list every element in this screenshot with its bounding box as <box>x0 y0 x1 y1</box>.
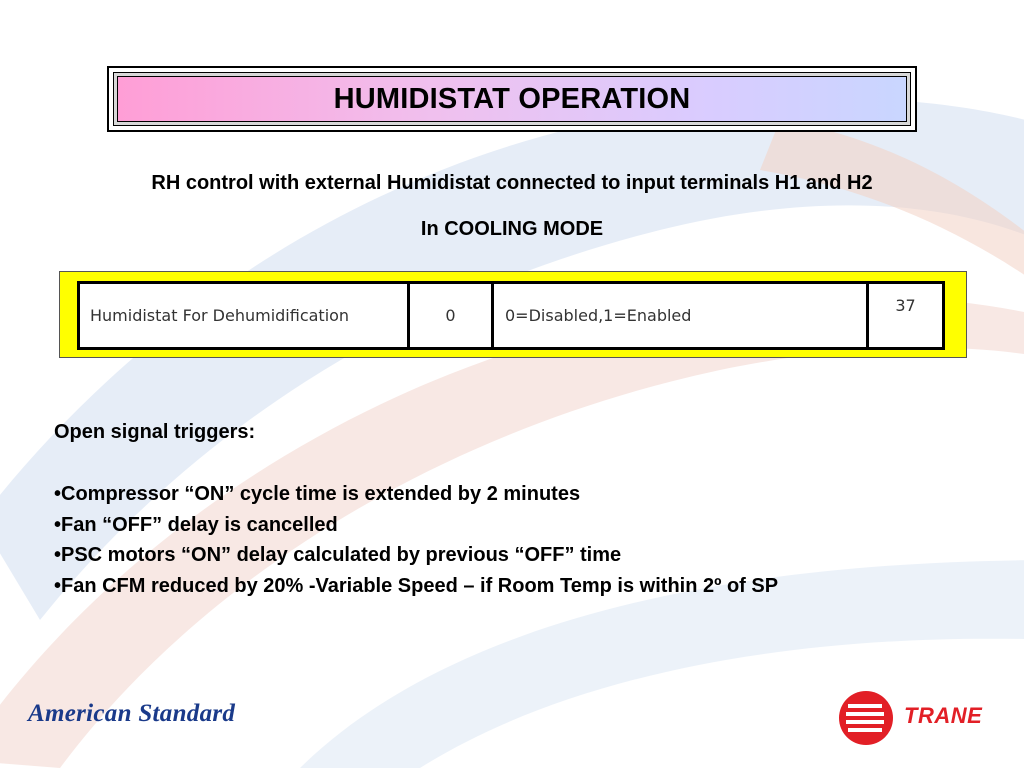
title-banner <box>107 66 917 132</box>
subtitle: RH control with external Humidistat connected to input terminals H1 and H2 <box>151 172 873 194</box>
list-item: •Compressor “ON” cycle time is extended by 2 minutes <box>54 483 581 505</box>
parameter-value: 0 <box>445 306 456 325</box>
parameter-table <box>77 281 945 350</box>
parameter-options: 0=Disabled,1=Enabled <box>505 306 692 325</box>
parameter-options-cell <box>494 284 869 347</box>
mode-label: In COOLING MODE <box>420 218 604 240</box>
trane-logo: TRANE <box>904 703 983 728</box>
list-item: •PSC motors “ON” delay calculated by previous “OFF” time <box>54 544 622 566</box>
triggers-heading: Open signal triggers: <box>54 421 256 443</box>
parameter-name: Humidistat For Dehumidification <box>90 306 350 325</box>
trane-logo-icon <box>838 690 894 746</box>
parameter-value-cell <box>410 284 494 347</box>
title-banner-fill <box>117 76 907 122</box>
title-banner-inner <box>113 72 911 126</box>
trigger-list <box>54 481 778 603</box>
list-item: •Fan CFM reduced by 20% -Variable Speed – if Room Temp is within 2º of SP <box>54 574 779 597</box>
parameter-number: 37 <box>895 296 916 315</box>
page-title: HUMIDISTAT OPERATION <box>333 82 691 115</box>
list-item: •Fan “OFF” delay is cancelled <box>54 513 338 536</box>
american-standard-logo: American Standard <box>28 700 236 727</box>
parameter-name-cell <box>80 284 410 347</box>
parameter-number-cell <box>869 284 942 347</box>
parameter-frame <box>59 271 967 358</box>
